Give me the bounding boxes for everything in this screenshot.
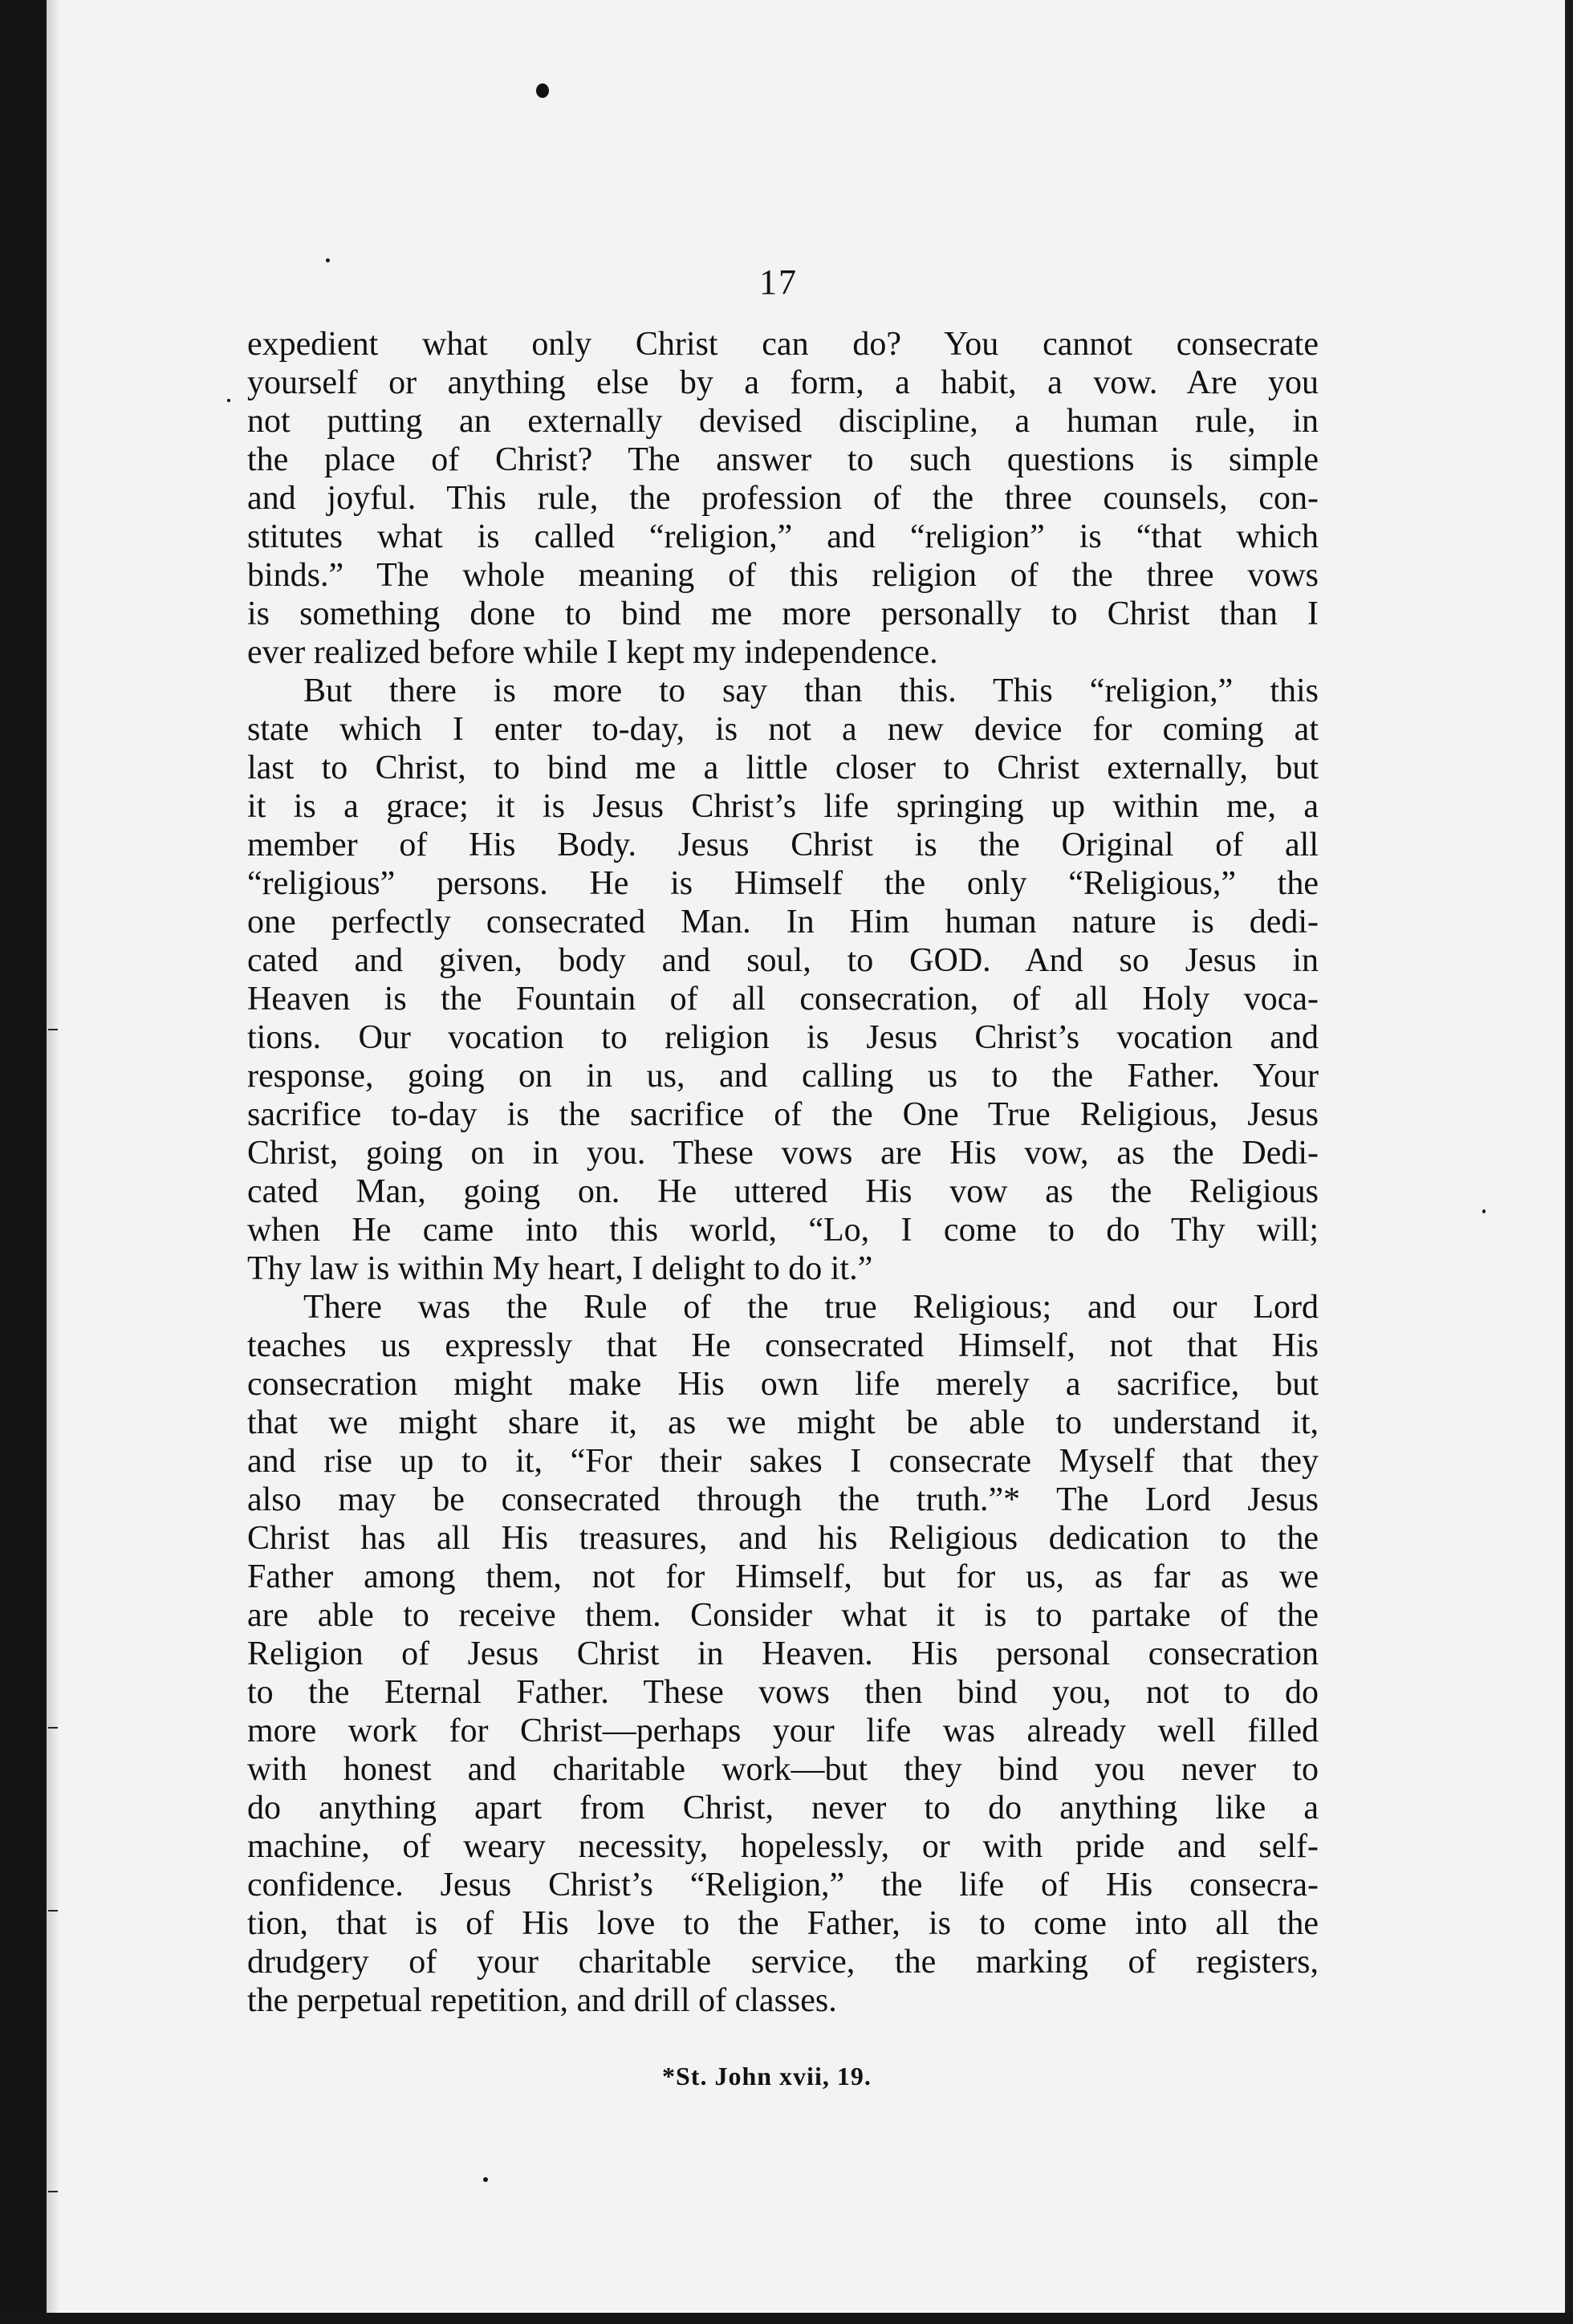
text-line: There was the Rule of the true Religious; and our Lord	[303, 1289, 1319, 1326]
text-line: “religious” persons. He is Himself the only “Religious,” the	[247, 865, 1319, 902]
margin-mark	[48, 2191, 58, 2192]
ink-speck	[483, 2177, 488, 2182]
margin-mark	[48, 1910, 58, 1912]
text-line: last to Christ, to bind me a little closer to Christ externally, but	[247, 750, 1319, 786]
text-line: binds.” The whole meaning of this religion of the three vows	[247, 557, 1319, 594]
ink-speck	[1482, 1209, 1486, 1213]
text-line: Father among them, not for Himself, but for us, as far as we	[247, 1558, 1319, 1595]
text-line: confidence. Jesus Christ’s “Religion,” the life of His consecra-	[247, 1867, 1319, 1903]
body-text	[247, 325, 1319, 2020]
text-line: do anything apart from Christ, never to do anything like a	[247, 1790, 1319, 1826]
text-line: with honest and charitable work—but they bind you never to	[247, 1751, 1319, 1788]
text-line: the perpetual repetition, and drill of classes.	[247, 1982, 837, 2019]
text-line: are able to receive them. Consider what it is to partake of the	[247, 1597, 1319, 1634]
text-line: Christ, going on in you. These vows are His vow, as the Dedi-	[247, 1135, 1319, 1172]
margin-mark	[48, 1029, 58, 1030]
text-line: But there is more to say than this. This “religion,” this	[303, 672, 1319, 709]
text-line: not putting an externally devised discipline, a human rule, in	[247, 403, 1319, 440]
scan-gutter-shadow	[47, 0, 59, 2324]
text-line: Thy law is within My heart, I delight to do it.”	[247, 1250, 873, 1287]
scan-left-border	[0, 0, 47, 2324]
page-number: 17	[759, 262, 798, 302]
text-line: also may be consecrated through the truth.”* The Lord Jesus	[247, 1481, 1319, 1518]
ink-speck	[536, 83, 549, 98]
text-line: expedient what only Christ can do? You cannot consecrate	[247, 326, 1319, 363]
text-line: more work for Christ—perhaps your life was already well filled	[247, 1713, 1319, 1749]
ink-speck	[227, 399, 230, 402]
footnote: *St. John xvii, 19.	[662, 2062, 872, 2090]
text-line: machine, of weary necessity, hopelessly, or with pride and self-	[247, 1828, 1319, 1865]
text-line: consecration might make His own life merely a sacrifice, but	[247, 1366, 1319, 1403]
text-line: tion, that is of His love to the Father, is to come into all the	[247, 1905, 1319, 1942]
text-line: drudgery of your charitable service, the marking of registers,	[247, 1944, 1319, 1981]
scan-right-border	[1565, 0, 1573, 2324]
ink-speck	[326, 258, 330, 262]
text-line: the place of Christ? The answer to such questions is simple	[247, 441, 1319, 478]
text-line: when He came into this world, “Lo, I come to do Thy will;	[247, 1212, 1319, 1249]
text-line: that we might share it, as we might be able to understand it,	[247, 1404, 1319, 1441]
text-line: ever realized before while I kept my independence.	[247, 634, 938, 671]
text-line: Heaven is the Fountain of all consecration, of all Holy voca-	[247, 981, 1319, 1018]
text-line: tions. Our vocation to religion is Jesus Christ’s vocation and	[247, 1019, 1319, 1056]
scan-bottom-border	[0, 2313, 1573, 2324]
text-line: Religion of Jesus Christ in Heaven. His personal consecration	[247, 1635, 1319, 1672]
text-line: member of His Body. Jesus Christ is the Original of all	[247, 827, 1319, 863]
text-line: response, going on in us, and calling us to the Father. Your	[247, 1058, 1319, 1095]
text-line: stitutes what is called “religion,” and “religion” is “that which	[247, 518, 1319, 555]
text-line: state which I enter to-day, is not a new device for coming at	[247, 711, 1319, 748]
text-line: sacrifice to-day is the sacrifice of the One True Religious, Jesus	[247, 1096, 1319, 1133]
text-line: and rise up to it, “For their sakes I consecrate Myself that they	[247, 1443, 1319, 1480]
margin-mark	[48, 1727, 58, 1729]
text-line: cated Man, going on. He uttered His vow as the Religious	[247, 1173, 1319, 1210]
text-line: Christ has all His treasures, and his Religious dedication to the	[247, 1520, 1319, 1557]
text-line: one perfectly consecrated Man. In Him human nature is dedi-	[247, 904, 1319, 941]
text-line: cated and given, body and soul, to GOD. And so Jesus in	[247, 942, 1319, 979]
text-line: to the Eternal Father. These vows then bind you, not to do	[247, 1674, 1319, 1711]
text-line: teaches us expressly that He consecrated Himself, not that His	[247, 1327, 1319, 1364]
text-line: is something done to bind me more personally to Christ than I	[247, 595, 1319, 632]
text-line: it is a grace; it is Jesus Christ’s life springing up within me, a	[247, 788, 1319, 825]
text-line: yourself or anything else by a form, a habit, a vow. Are you	[247, 364, 1319, 401]
text-line: and joyful. This rule, the profession of the three counsels, con-	[247, 480, 1319, 517]
